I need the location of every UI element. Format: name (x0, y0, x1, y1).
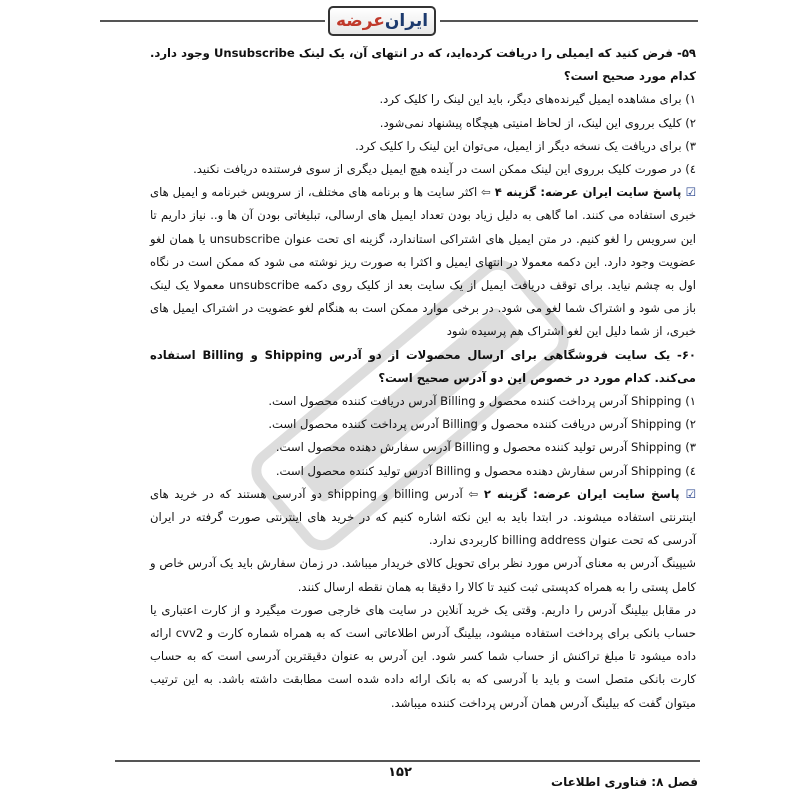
question-59: ۵۹- فرض کنید که ایمیلی را دریافت کرده‌اید، که در انتهای آن، یک لینک Unsubscribe وجود دارد. کدام مورد صحیح است؟ (150, 46, 696, 84)
q60-option-4: ٤) Shipping آدرس سفارش دهنده محصول و Billing آدرس تولید کننده محصول است. (275, 463, 696, 478)
logo-text-part1: ایران (384, 11, 429, 31)
q59-answer (150, 181, 696, 343)
iran-arze-logo (328, 6, 436, 36)
q59-option-2: ۲) کلیک برروی این لینک، از لحاظ امنیتی هیچگاه پیشنهاد نمی‌شود. (379, 115, 696, 130)
q60-paragraph-shipping: شیپینگ آدرس به معنای آدرس مورد نظر برای تحویل کالای خریدار میباشد. در زمان سفارش باید یک آدرس خاص و کامل پستی را به همراه کدپستی ثبت کنید تا کالا را دقیقا به همان نقطه ارسال کنند. (150, 556, 696, 594)
q59-option-1: ۱) برای مشاهده ایمیل گیرنده‌های دیگر، باید این لینک را کلیک کرد. (379, 92, 696, 107)
header-rule-left (100, 20, 325, 22)
checkbox-icon: ☑ (681, 185, 696, 200)
q60-answer-head: پاسخ سایت ایران عرضه: گزینه ۲ (483, 486, 680, 501)
q60-option-2: ۲) Shipping آدرس دریافت کننده محصول و Billing آدرس پرداخت کننده محصول است. (268, 417, 696, 432)
page-number: ۱۵۲ (388, 765, 412, 780)
q59-answer-head: پاسخ سایت ایران عرضه: گزینه ۴ (494, 185, 682, 200)
footer-rule (115, 760, 700, 762)
checkbox-icon: ☑ (679, 486, 696, 501)
arrow-icon: ⇦ (481, 185, 495, 200)
chapter-title: فصل ۸: فناوری اطلاعات (551, 775, 698, 789)
page-body (150, 42, 696, 715)
q59-option-3: ۳) برای دریافت یک نسخه دیگر از ایمیل، می‌توان این لینک را کلیک کرد. (355, 138, 696, 153)
arrow-icon: ⇦ (468, 486, 484, 501)
q60-answer-text: آدرس billing و shipping دو آدرسی هستند که در خرید های اینترنتی استفاده میشوند. در ابتدا باید به این نکته اشاره کنیم که در خرید های اینترنتی صورت گرفته در ایران آدرسی که تحت عنوان billing address کاربردی ندارد. (150, 486, 696, 548)
q60-paragraph-billing: در مقابل بیلینگ آدرس را داریم. وقتی یک خرید آنلاین در سایت های خارجی صورت میگیرد و از کارت اعتباری یا حساب بانکی برای پرداخت استفاده میشود، بیلینگ آدرس اطلاعاتی است که به همراه شماره کارت و cvv2 ارائه داده میشود تا مبلغ تراکنش از حساب شما کسر شود. این آدرس به عنوان دقیقترین آدرسی است که به حساب کارت بانکی متصل است و باید با آدرسی که به بانک ارائه داده شده است مطابقت داشته باشد. به این ترتیب میتوان گفت که بیلینگ آدرس همان آدرس پرداخت کننده میباشد. (150, 602, 696, 710)
q59-answer-text: اکثر سایت ها و برنامه های مختلف، از سرویس خبرنامه و ایمیل های خبری استفاده می کنند. اما گاهی به دلیل زیاد بودن تعداد ایمیل های ارسالی، تبلیغاتی بودن آن ها و.. نیاز داریم تا این سرویس را لغو کنیم. در متن ایمیل های اشتراکی استاندارد، گزینه ای تحت عنوان unsubscribe یا همان لغو عضویت وجود دارد. این دکمه معمولا در انتهای ایمیل و اکثرا به صورت ریز نوشته می شود که ممکن است در نگاه اول به چشم نیاید. برای توقف دریافت ایمیل از یک سایت بعد از کلیک روی دکمه unsubscribe معمولا یک لینک باز می شود و اشتراک شما لغو می شود. در برخی موارد ممکن است به هنگام لغو عضویت در اشتراک ایمیل های خبری، از شما دلیل این لغو اشتراک هم پرسیده شود (150, 185, 696, 339)
q60-answer (150, 483, 696, 553)
q59-option-4: ٤) در صورت کلیک برروی این لینک ممکن است در آینده هیچ ایمیل دیگری از سوی فرستنده دریافت نکنید. (193, 162, 696, 177)
q60-option-3: ۳) Shipping آدرس تولید کننده محصول و Billing آدرس سفارش دهنده محصول است. (275, 440, 696, 455)
header-rule-right (440, 20, 698, 22)
question-60: ۶۰- یک سایت فروشگاهی برای ارسال محصولات از دو آدرس Shipping و Billing استفاده می‌کند. کدام مورد در خصوص این دو آدرس صحیح است؟ (150, 347, 697, 385)
q60-option-1: ۱) Shipping آدرس پرداخت کننده محصول و Billing آدرس دریافت کننده محصول است. (268, 394, 696, 409)
logo-text-part2: عرضه (335, 11, 385, 31)
